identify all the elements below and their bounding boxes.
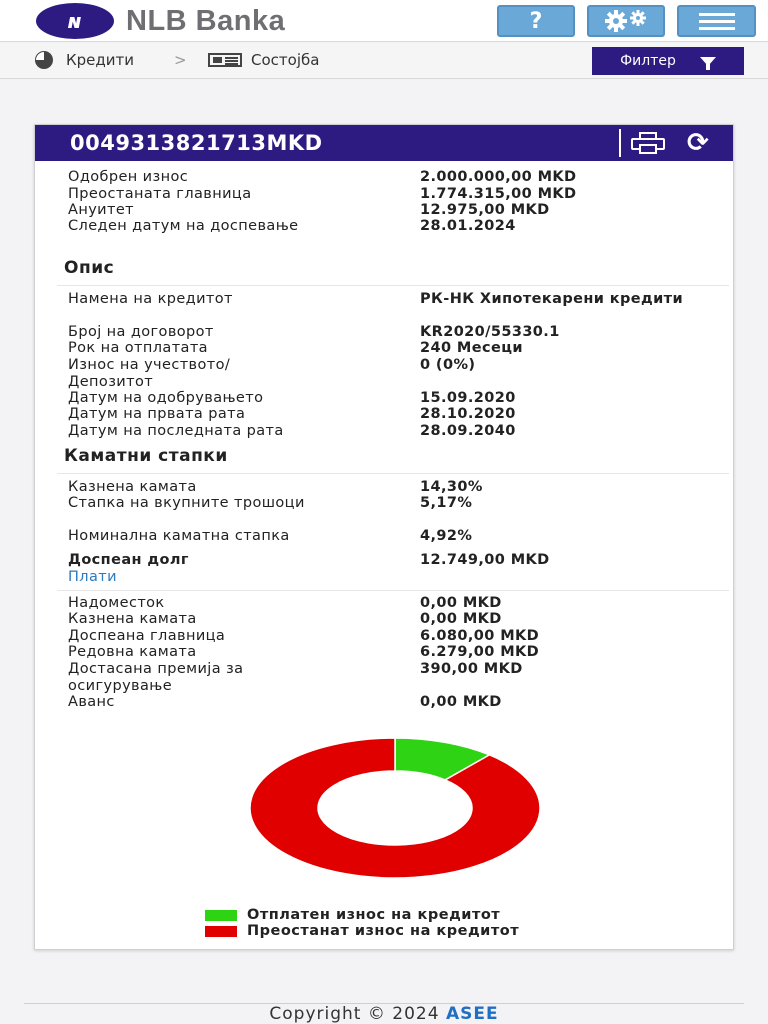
legend-swatch-paid xyxy=(205,910,237,921)
loan-card-header xyxy=(35,125,733,161)
pie-chart-icon xyxy=(35,51,53,69)
newspaper-icon xyxy=(208,53,242,67)
detail-value: 1.774.315,00 MKD xyxy=(420,186,577,202)
detail-value: 4,92% xyxy=(420,528,473,544)
footer xyxy=(0,1004,768,1024)
detail-label: Аванс xyxy=(68,694,115,710)
breadcrumb-separator: > xyxy=(174,51,187,69)
detail-label: Следен датум на доспевање xyxy=(68,218,299,234)
detail-value: 28.09.2040 xyxy=(420,423,516,439)
detail-label: Номинална каматна стапка xyxy=(68,528,290,544)
footer-brand-link[interactable]: ASEE xyxy=(445,1004,499,1024)
detail-value: 0,00 MKD xyxy=(420,595,502,611)
detail-label: Доспеана главница xyxy=(68,628,226,644)
detail-value: KR2020/55330.1 xyxy=(420,324,560,340)
detail-value: 12.975,00 MKD xyxy=(420,202,550,218)
divider xyxy=(57,590,729,591)
rates-heading: Каматни стапки xyxy=(64,446,228,466)
top-bar xyxy=(0,0,768,42)
detail-value: 6.080,00 MKD xyxy=(420,628,540,644)
detail-label: Датум на одобрувањето xyxy=(68,390,264,406)
detail-label: Надоместок xyxy=(68,595,165,611)
filter-button[interactable] xyxy=(592,47,744,75)
legend-label-paid: Отплатен износ на кредитот xyxy=(247,907,501,923)
detail-label: Стапка на вкупните трошоци xyxy=(68,495,305,511)
due-debt-value: 12.749,00 MKD xyxy=(420,552,550,568)
header-divider xyxy=(619,129,621,157)
brand-name: NLB Banka xyxy=(126,4,286,37)
breadcrumb-loans[interactable] xyxy=(30,51,134,69)
settings-button[interactable] xyxy=(587,5,665,37)
detail-value: 0,00 MKD xyxy=(420,694,502,710)
detail-label: Број на договорот xyxy=(68,324,214,340)
legend-item-paid xyxy=(205,907,500,923)
loan-donut-chart xyxy=(245,733,545,883)
detail-label: Рок на отплатата xyxy=(68,340,208,356)
detail-label: Преостаната главница xyxy=(68,186,252,202)
detail-label: Казнена камата xyxy=(68,479,197,495)
detail-label: Датум на првата рата xyxy=(68,406,246,422)
detail-value: 240 Месеци xyxy=(420,340,523,356)
pay-link[interactable]: Плати xyxy=(68,569,117,585)
detail-label: Датум на последната рата xyxy=(68,423,284,439)
detail-value: 0 (0%) xyxy=(420,357,476,373)
legend-label-remaining: Преостанат износ на кредитот xyxy=(247,923,520,939)
detail-label: Намена на кредитот xyxy=(68,291,233,307)
refresh-icon[interactable]: ⟳ xyxy=(687,128,709,158)
help-button[interactable]: ? xyxy=(497,5,575,37)
detail-value: 15.09.2020 xyxy=(420,390,516,406)
description-heading: Опис xyxy=(64,258,115,278)
detail-label: Редовна камата xyxy=(68,644,197,660)
detail-value: 6.279,00 MKD xyxy=(420,644,540,660)
breadcrumb-loans-label: Кредити xyxy=(66,51,135,69)
breadcrumb xyxy=(0,43,768,79)
detail-value: РК-НК Хипотекарени кредити xyxy=(420,291,684,307)
due-debt-label: Доспеан долг xyxy=(68,552,189,568)
breadcrumb-state xyxy=(207,51,319,69)
legend-swatch-remaining xyxy=(205,926,237,937)
gear-icon xyxy=(600,9,652,33)
detail-value: 0,00 MKD xyxy=(420,611,502,627)
hamburger-icon xyxy=(699,13,735,16)
divider xyxy=(57,473,729,474)
account-number: 0049313821713MKD xyxy=(70,131,323,155)
print-icon[interactable] xyxy=(631,132,665,154)
brand-logo[interactable] xyxy=(36,3,285,39)
detail-label: Казнена камата xyxy=(68,611,197,627)
detail-label: Одобрен износ xyxy=(68,169,189,185)
detail-label: Достасана премија за осигурување xyxy=(68,661,244,694)
logo-mark-icon: ɴ xyxy=(36,3,114,39)
detail-label: Ануитет xyxy=(68,202,135,218)
menu-button[interactable] xyxy=(677,5,756,37)
detail-value: 5,17% xyxy=(420,495,473,511)
detail-value: 14,30% xyxy=(420,479,483,495)
detail-value: 28.01.2024 xyxy=(420,218,516,234)
breadcrumb-state-label: Состојба xyxy=(251,51,320,69)
legend-item-remaining xyxy=(205,923,519,939)
detail-label: Износ на учеството/ Депозитот xyxy=(68,357,231,390)
filter-label: Филтер xyxy=(620,53,676,69)
loan-card xyxy=(34,124,734,950)
copyright-text: Copyright © 2024 xyxy=(269,1004,440,1024)
detail-value: 390,00 MKD xyxy=(420,661,523,677)
detail-value: 28.10.2020 xyxy=(420,406,516,422)
funnel-icon xyxy=(700,57,716,66)
detail-value: 2.000.000,00 MKD xyxy=(420,169,577,185)
donut-slice-remaining xyxy=(250,738,540,878)
divider xyxy=(57,285,729,286)
